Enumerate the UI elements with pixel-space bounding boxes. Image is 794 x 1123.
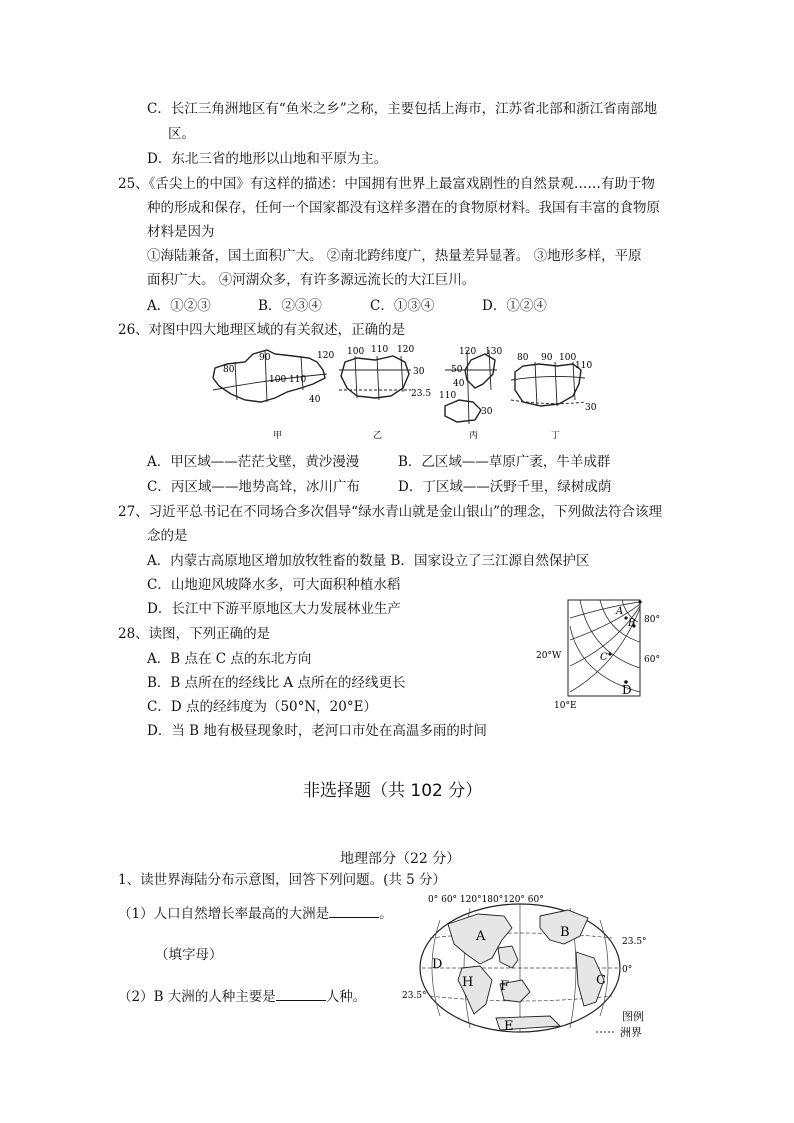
yi-label-23-5: 23.5 [411,389,432,399]
section-title: 非选择题（共 102 分） [303,781,483,801]
world-map-legend-item: 洲界 [620,1026,642,1038]
map-caption-ding: 丁 [551,431,561,441]
q26-regions-map [205,340,605,445]
q25-stem-line2: 种的形成和保存，任何一个国家都没有这样多潜在的食物原材料。我国有丰富的食物原 [147,200,660,216]
subsection-title: 地理部分（22 分） [340,851,461,867]
q24-option-c-line1: C．长江三角洲地区有“鱼米之乡”之称，主要包括上海市，江苏省北部和浙江省南部地 [147,101,658,117]
q28-lat-60: 60° [644,655,660,665]
q25-choice-c: C．①③④ [370,298,435,314]
yi-label-120: 120 [397,345,415,355]
q27-options-ab: A．内蒙古高原地区增加放牧牲畜的数量 B．国家设立了三江源自然保护区 [147,553,590,569]
q1-part1-blank[interactable] [329,905,379,918]
jia-label-40: 40 [309,395,321,405]
world-map-letter-a: A [476,929,486,944]
jia-label-90: 90 [259,353,271,363]
q28-point-b: B [628,618,636,629]
q27-option-d: D．长江中下游平原地区大力发展林业生产 [147,601,401,617]
bing-label-110: 110 [439,391,457,401]
q26-option-c: C．丙区域——地势高耸，冰川广布 [147,479,360,495]
q26-option-a: A．甲区域——茫茫戈壁，黄沙漫漫 [147,454,360,470]
bing-label-120: 120 [459,347,477,357]
q27-stem-line1: 27、习近平总书记在不同场合多次倡导“绿水青山就是金山银山”的理念，下列做法符合该理 [118,504,662,520]
q25-stem-line1: 25、《舌尖上的中国》有这样的描述：中国拥有世界上最富戏剧性的自然景观……有助于物 [118,176,655,192]
yi-label-30: 30 [413,367,425,377]
yi-label-100: 100 [347,347,365,357]
bing-label-50: 50 [451,365,463,375]
map-caption-yi: 乙 [373,431,383,441]
map-caption-jia: 甲 [273,431,283,441]
jia-label-120: 120 [317,351,335,361]
q27-stem-line2: 念的是 [147,528,188,544]
q26-stem: 26、对图中四大地理区域的有关叙述，正确的是 [118,322,406,338]
q25-statements-line1: ①海陆兼备，国土面积广大。 ②南北跨纬度广，热量差异显著。 ③地形多样，平原 [147,248,642,264]
world-land-sea-map [400,888,660,1038]
world-map-letter-f: F [500,979,510,994]
q25-statements-line2: 面积广大。 ④河湖众多，有许多源远流长的大江巨川。 [147,272,476,288]
q28-stem: 28、读图，下列正确的是 [118,626,271,642]
ding-label-90: 90 [541,353,553,363]
world-map-letter-h: H [462,975,474,990]
q25-choice-d: D．①②④ [482,298,547,314]
q1-part2-text: （2）B 大洲的人种主要是 [118,989,276,1005]
q28-point-d: D [622,683,632,697]
q1-part2-end: 人种。 [325,989,367,1005]
bing-label-30: 30 [481,407,493,417]
bing-label-130: 130 [485,347,503,357]
ding-label-80: 80 [517,353,529,363]
q28-option-c: C．D 点的经纬度为（50°N，20°E） [147,699,377,715]
jia-label-100: 100 [269,375,287,385]
q28-option-b: B．B 点所在的经线比 A 点所在的经线更长 [147,675,406,691]
world-map-letter-b: B [560,925,570,940]
ding-label-30: 30 [585,403,597,413]
q28-lon-10e: 10°E [554,701,577,711]
q25-stem-line3: 材料是因为 [147,224,215,240]
jia-label-110: 110 [289,375,307,385]
q1-part1-end: 。 [379,906,393,922]
q24-option-c-line2: 区。 [168,126,195,142]
q28-lon-20w: 20°W [536,651,562,661]
world-map-lat-s: 23.5° [402,991,427,1001]
q27-option-c: C．山地迎风坡降水多，可大面积种植水稻 [147,577,401,593]
world-map-top-longitudes: 0° 60° 120°180°120° 60° [428,895,544,905]
world-map-letter-c: C [596,973,606,988]
q28-option-a: A．B 点在 C 点的东北方向 [147,651,312,667]
q1-part1 [118,905,393,923]
world-map-letter-e: E [504,1019,514,1034]
q25-choice-a: A．①②③ [147,298,211,314]
q1-part1-note: （填字母） [155,947,223,963]
q28-lat-80: 80° [644,615,660,625]
q24-option-d: D．东北三省的地形以山地和平原为主。 [147,151,388,167]
jia-label-80: 80 [223,365,235,375]
map-caption-bing: 丙 [469,431,479,441]
yi-label-110: 110 [371,345,389,355]
q1-part2 [118,988,366,1006]
ding-label-110: 110 [575,361,593,371]
q25-choice-b: B．②③④ [258,298,322,314]
world-map-letter-d: D [432,957,443,972]
world-map-lat-n: 23.5° [622,937,647,947]
ding-label-100: 100 [559,353,577,363]
q26-option-b: B．乙区域——草原广袤，牛羊成群 [398,454,611,470]
q1-part2-blank[interactable] [276,988,326,1001]
world-map-lat-0: 0° [622,965,633,975]
q26-option-d: D．丁区域——沃野千里，绿树成荫 [398,479,612,495]
q1-stem: 1、读世界海陆分布示意图，回答下列问题。(共 5 分） [118,872,447,888]
q28-point-c: C [600,652,608,663]
q28-option-d: D．当 B 地有极昼现象时，老河口市处在高温多雨的时间 [147,723,487,739]
q28-polar-map [530,596,670,712]
bing-label-40: 40 [453,379,465,389]
q1-part1-text: （1）人口自然增长率最高的大洲是 [118,906,330,922]
q28-point-a: A [616,606,624,617]
world-map-legend-title: 图例 [622,1010,644,1023]
